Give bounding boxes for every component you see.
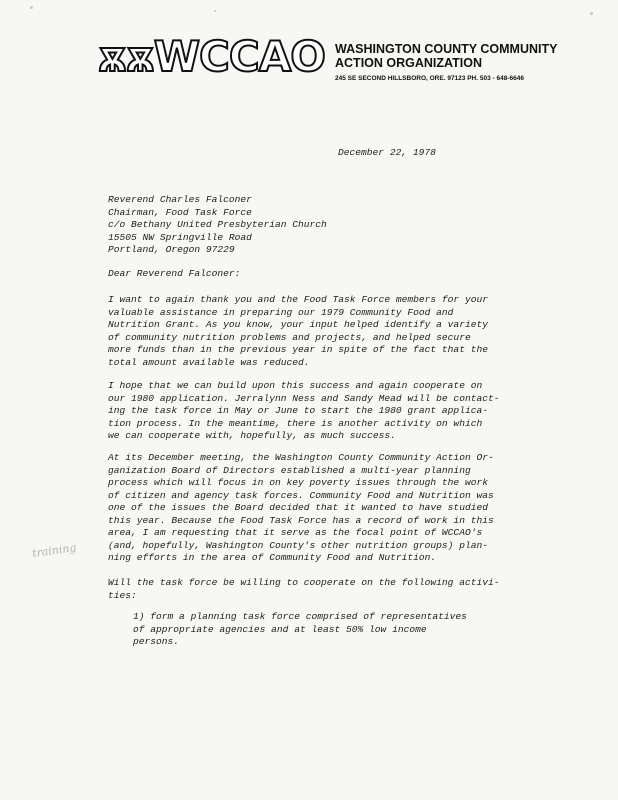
recipient-address: Reverend Charles Falconer Chairman, Food Task Force c/o Bethany United Presbyterian Church 15505 NW Springville Road Portland, Oregon 97229: [108, 194, 327, 255]
paragraph-2: I hope that we can build upon this success and again cooperate on our 1980 application. Jerralynn Ness and Sandy Mead will be contact- ing the task force in May or June to start the 1980 grant applica- tion process. In the meantime, there is another activity on which we can cooperate with, hopefully, as much success.: [108, 380, 500, 441]
list-item-1: 1) form a planning task force comprised of representatives of appropriate agencies and at least 50% low income persons.: [133, 611, 467, 647]
handwritten-margin-note: training: [31, 540, 78, 561]
paragraph-4: Will the task force be willing to cooperate on the following activi- ties:: [108, 577, 500, 601]
letter-date: December 22, 1978: [338, 147, 436, 158]
wccao-logo: ѫѫWCCAO: [98, 32, 325, 81]
paragraph-1: I want to again thank you and the Food Task Force members for your valuable assistance in preparing our 1979 Community Food and Nutrition Grant. As you know, your input helped identify a variety of community nutrition problems and projects, and helped secure more funds than in the previous year in spite of the fact that the total amount available was reduced.: [108, 294, 488, 368]
organization-address: 245 SE SECOND HILLSBORO, ORE. 97123 PH. 503 - 648-6646: [335, 75, 524, 82]
paper-speck: [30, 6, 33, 9]
paragraph-3: At its December meeting, the Washington County Community Action Or- ganization Board of Directors established a multi-year planning process which will focus in on key poverty issues through the work of citizen and agency task forces. Community Food and Nutrition was one of the issues the Board decided that it wanted to have studied this year. Because the Food Task Force has a record of work in this area, I am requesting that it serve as the focal point of WCCAO's (and, hopefully, Washington County's other nutrition groups) plan- ning efforts in the area of Community Food and Nutrition.: [108, 452, 494, 563]
salutation: Dear Reverend Falconer:: [108, 268, 241, 279]
paper-speck: [214, 10, 216, 12]
logo-figures-icon: ѫѫ: [98, 32, 154, 81]
paper-speck: [590, 12, 593, 15]
organization-name: WASHINGTON COUNTY COMMUNITY ACTION ORGANIZATION: [335, 42, 558, 70]
